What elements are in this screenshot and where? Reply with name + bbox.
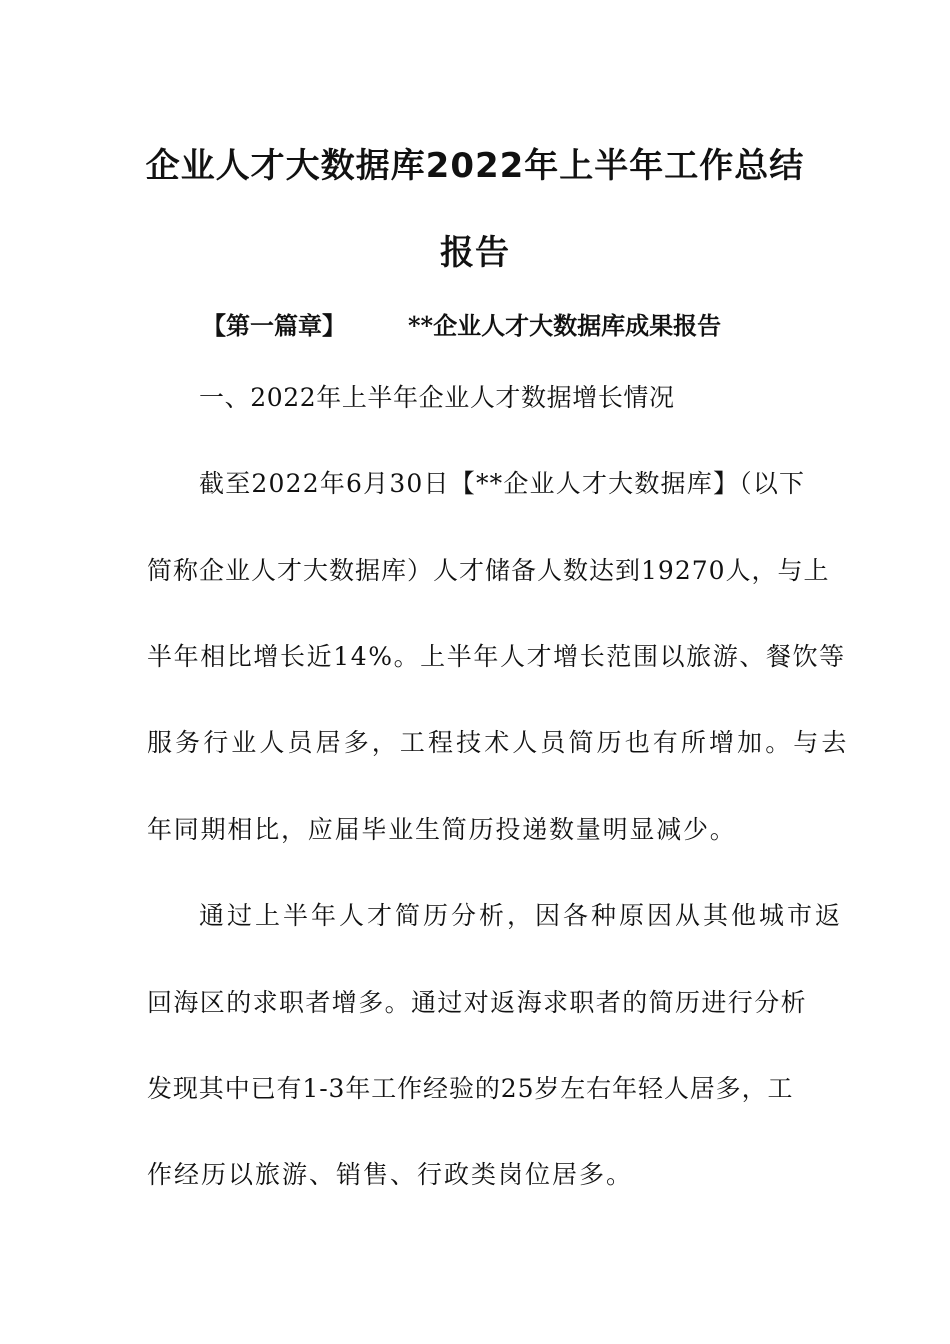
document-title-line-1: 企业人才大数据库2022年上半年工作总结 — [145, 146, 805, 186]
paragraph-line: 回海区的求职者增多。通过对返海求职者的简历进行分析 — [147, 988, 808, 1017]
paragraph-line: 年同期相比，应届毕业生简历投递数量明显减少。 — [147, 815, 737, 844]
paragraph-line: 半年相比增长近14%。上半年人才增长范围以旅游、餐饮等 — [147, 642, 846, 671]
paragraph-line: 服务行业人员居多，工程技术人员简历也有所增加。与去 — [147, 728, 850, 757]
paragraph-line: 发现其中已有1-3年工作经验的25岁左右年轻人居多，工 — [147, 1074, 794, 1103]
chapter-heading — [202, 306, 721, 341]
document-title-line-2: 报告 — [440, 233, 510, 273]
chapter-name: **企业人才大数据库成果报告 — [408, 311, 722, 340]
chapter-tag: 【第一篇章】 — [202, 311, 346, 340]
paragraph-line: 简称企业人才大数据库）人才储备人数达到19270人，与上 — [147, 556, 830, 585]
section-heading: 一、2022年上半年企业人才数据增长情况 — [199, 383, 675, 412]
paragraph-line: 截至2022年6月30日【**企业人才大数据库】（以下 — [199, 469, 806, 498]
paragraph-line: 通过上半年人才简历分析，因各种原因从其他城市返 — [199, 901, 844, 930]
paragraph-line: 作经历以旅游、销售、行政类岗位居多。 — [147, 1160, 634, 1189]
